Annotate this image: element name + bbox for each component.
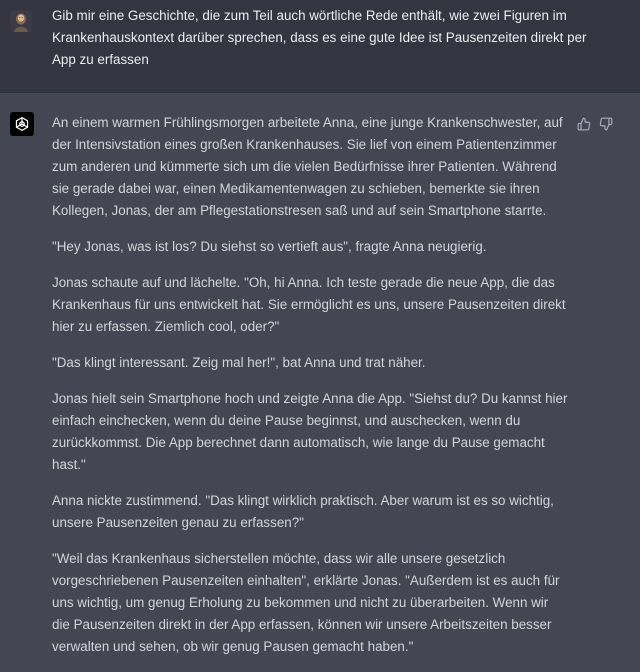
assistant-paragraph: "Hey Jonas, was ist los? Du siehst so vertieft aus", fragte Anna neugierig. — [52, 239, 487, 254]
assistant-paragraph: Anna nickte zustimmend. "Das klingt wirklich praktisch. Aber warum ist es so wichtig, unsere Pausenzeiten genau zu erfassen?" — [52, 493, 554, 530]
user-avatar-icon — [10, 10, 32, 32]
thumbs-up-icon — [577, 117, 591, 131]
assistant-paragraph: Jonas hielt sein Smartphone hoch und zeigte Anna die App. "Siehst du? Du kannst hier einfach einchecken, wenn du deine Pause beginnst, und auschecken, wenn du zurückkommst. Die App berechnet dann automatisch, wie lange du Pause gemacht hast." — [52, 391, 568, 472]
assistant-paragraph: An einem warmen Frühlingsmorgen arbeitete Anna, eine junge Krankenschwester, auf der Intensivstation eines großen Krankenhauses. Sie lief von einem Patientenzimmer zum anderen und kümmerte sich um die vielen Bedürfnisse ihrer Patienten. Während sie gerade dabei war, einen Medikamentenwagen zu schieben, bemerkte sie ihren Kollegen, Jonas, der am Pflegestationstresen saß und auf sein Smartphone starrte. — [52, 115, 563, 218]
thumbs-down-icon — [599, 117, 613, 131]
user-message-text: Gib mir eine Geschichte, die zum Teil auch wörtliche Rede enthält, wie zwei Figuren im Krankenhauskontext darüber sprechen, dass es eine gute Idee ist Pausenzeiten direkt per App zu erfassen — [52, 8, 587, 67]
assistant-paragraph: "Weil das Krankenhaus sicherstellen möchte, dass wir alle unsere gesetzlich vorgeschriebenen Pausenzeiten einhalten", erklärte Jonas. "Außerdem ist es auch für uns wichtig, um genug Erholung zu bekommen und nicht zu überarbeiten. Wenn wir die Pausenzeiten direkt in der App erfassen, können wir unsere Arbeitszeiten besser verwalten und sehen, ob wir genug Pausen gemacht haben." — [52, 551, 560, 654]
thumbs-up-button[interactable] — [576, 116, 592, 132]
assistant-message-text — [52, 112, 568, 672]
thumbs-down-button[interactable] — [598, 116, 614, 132]
assistant-paragraph: Jonas schaute auf und lächelte. "Oh, hi Anna. Ich teste gerade die neue App, die das Krankenhaus für uns entwickelt hat. Sie ermöglicht es uns, unsere Pausenzeiten direkt hier zu erfassen. Ziemlich cool, oder?" — [52, 275, 566, 334]
assistant-paragraph: "Das klingt interessant. Zeig mal her!", bat Anna und trat näher. — [52, 355, 426, 370]
assistant-message-row — [0, 93, 640, 662]
assistant-avatar — [10, 112, 34, 136]
user-avatar — [10, 10, 32, 32]
user-message-row — [0, 0, 640, 93]
openai-logo-icon — [13, 115, 31, 133]
